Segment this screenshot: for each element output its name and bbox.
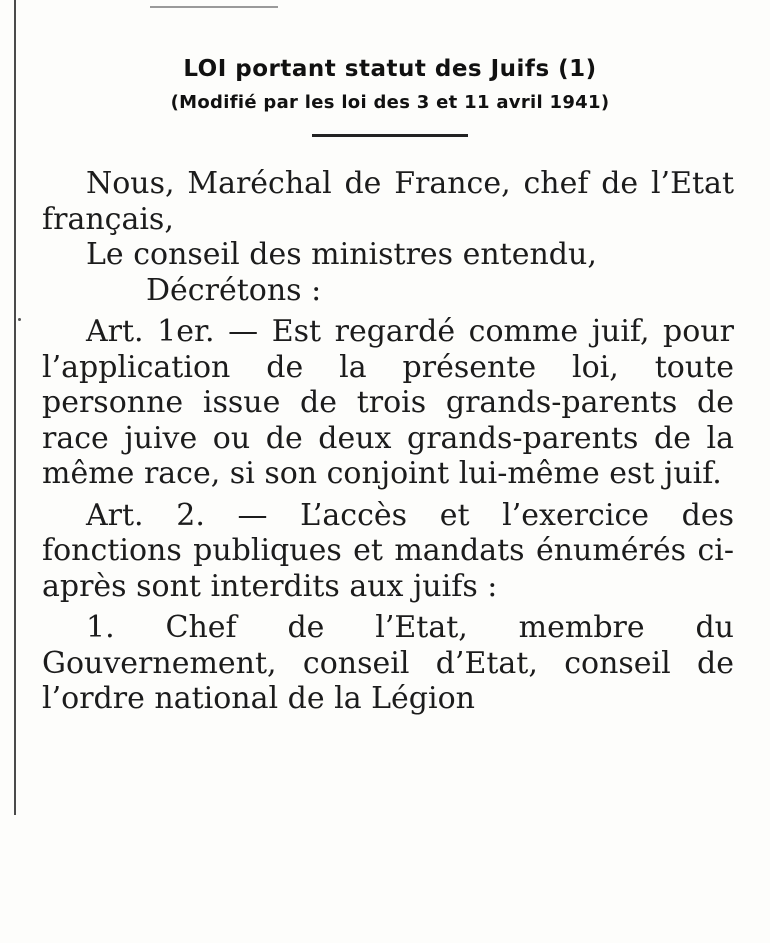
law-body bbox=[42, 166, 734, 717]
title-divider bbox=[312, 134, 468, 137]
margin-rule bbox=[14, 0, 16, 815]
item-1-text: Chef de l’Etat, membre du Gouvernement, conseil d’Etat, conseil de l’ordre national de la Légion bbox=[42, 610, 734, 716]
item-1-number: 1. bbox=[86, 610, 115, 645]
law-title: LOI portant statut des Juifs (1) bbox=[183, 56, 597, 82]
item-1 bbox=[42, 610, 734, 717]
preamble-line-2: Le conseil des ministres entendu, bbox=[86, 237, 597, 272]
margin-mark bbox=[18, 318, 21, 321]
article-1 bbox=[42, 314, 734, 492]
article-1-text: Est regardé comme juif, pour l’application de la présente loi, toute personne issue de trois grands-parents de race juive ou de deux grands-parents de la même race, si son conjoint lui-même est juif. bbox=[42, 314, 734, 491]
preamble-line-1: Nous, Maréchal de France, chef de l’Etat français, bbox=[42, 166, 734, 237]
article-2 bbox=[42, 498, 734, 605]
preamble-decretons: Décrétons : bbox=[146, 272, 322, 308]
article-2-label: Art. 2. — bbox=[86, 497, 268, 533]
article-2-text: L’accès et l’exercice des fonctions publiques et mandats énumérés ci-après sont interdits aux juifs : bbox=[42, 497, 734, 604]
top-rule bbox=[150, 6, 278, 8]
article-1-label: Art. 1er. — bbox=[86, 314, 259, 349]
law-subtitle: (Modifié par les loi des 3 et 11 avril 1941) bbox=[170, 92, 610, 113]
